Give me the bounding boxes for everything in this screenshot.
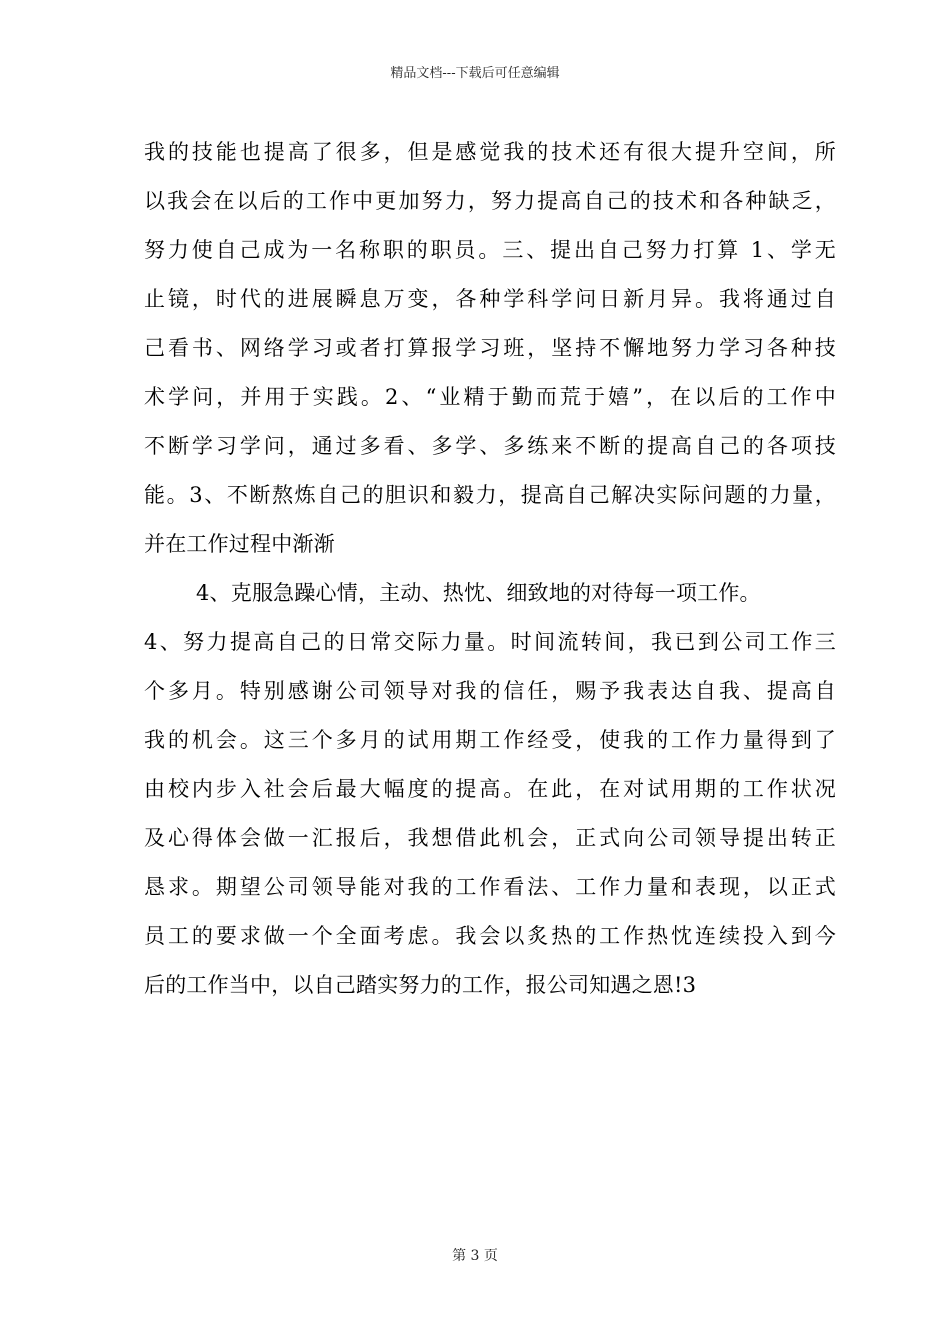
text-line: 并在工作过程中渐渐 [144, 532, 335, 556]
text-line: 能。3、不断熬炼自己的胆识和毅力，提高自己解决实际问题的力量， [144, 483, 836, 507]
text-line: 由校内步入社会后最大幅度的提高。在此，在对试用期的工作状况 [144, 777, 836, 801]
page-header: 精品文档---下载后可任意编辑 [390, 66, 560, 81]
page-number: 第 3 页 [452, 1248, 498, 1264]
text-line: 止镜，时代的进展瞬息万变，各种学科学问日新月异。我将通过自 [144, 287, 836, 311]
text-line: 努力使自己成为一名称职的职员。三、提出自己努力打算 1、学无 [144, 238, 836, 262]
text-line: 4、克服急躁心情，主动、热忱、细致地的对待每一项工作。 [196, 581, 761, 605]
text-line: 我的技能也提高了很多，但是感觉我的技术还有很大提升空间，所 [144, 140, 836, 164]
text-line: 个多月。特别感谢公司领导对我的信任，赐予我表达自我、提高自 [144, 679, 836, 703]
text-line: 以我会在以后的工作中更加努力，努力提高自己的技术和各种缺乏， [144, 189, 836, 213]
text-line: 己看书、网络学习或者打算报学习班，坚持不懈地努力学习各种技 [144, 336, 836, 360]
text-line: 我的机会。这三个多月的试用期工作经受，使我的工作力量得到了 [144, 728, 836, 752]
text-line: 恳求。期望公司领导能对我的工作看法、工作力量和表现，以正式 [144, 875, 836, 899]
text-line: 及心得体会做一汇报后，我想借此机会，正式向公司领导提出转正 [144, 826, 836, 850]
text-line: 后的工作当中，以自己踏实努力的工作，报公司知遇之恩!3 [144, 973, 697, 997]
text-line: 4、努力提高自己的日常交际力量。时间流转间，我已到公司工作三 [144, 630, 836, 654]
document-body [144, 130, 836, 1012]
text-line: 术学问，并用于实践。2、“业精于勤而荒于嬉”，在以后的工作中 [144, 385, 836, 409]
text-line: 员工的要求做一个全面考虑。我会以炙热的工作热忱连续投入到今 [144, 924, 836, 948]
text-line: 不断学习学问，通过多看、多学、多练来不断的提高自己的各项技 [144, 434, 836, 458]
